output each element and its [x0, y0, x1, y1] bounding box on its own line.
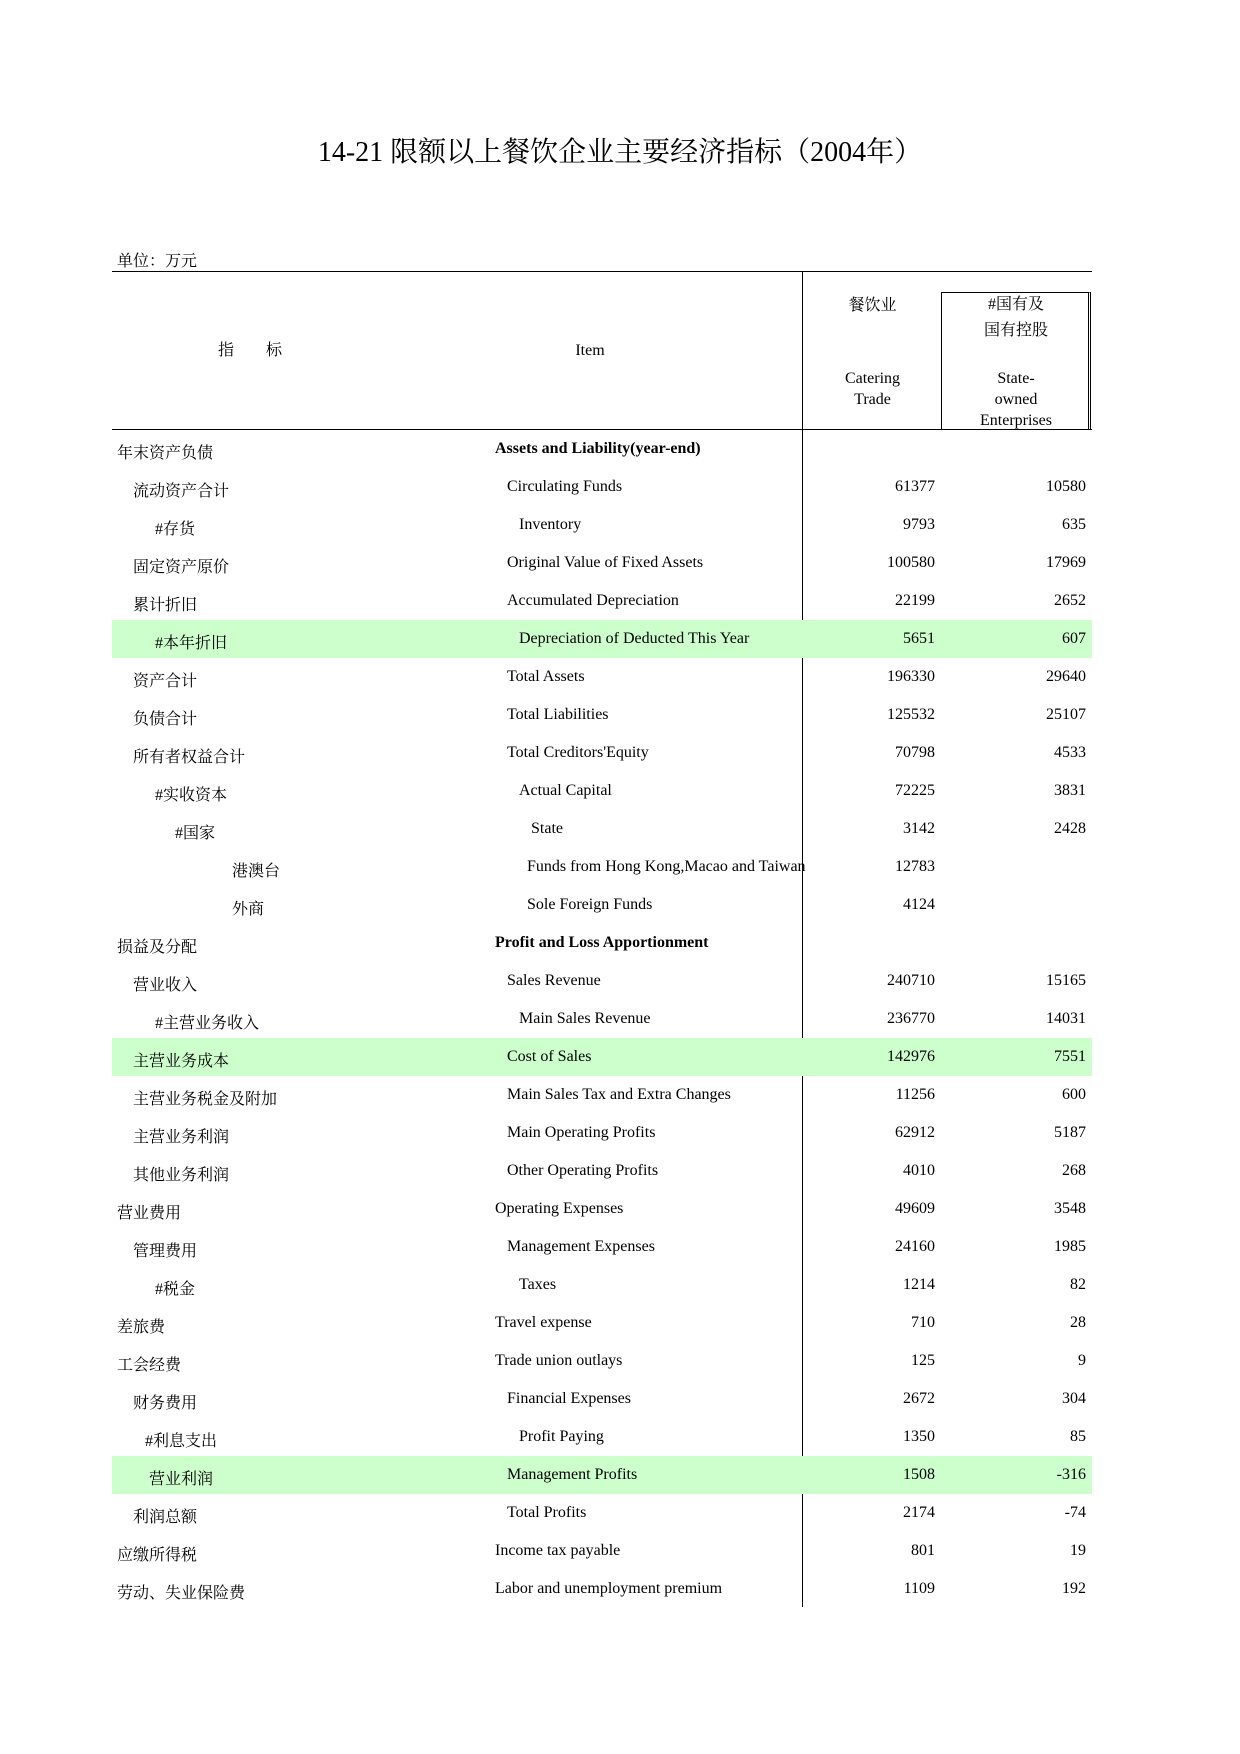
row-label-cn: 所有者权益合计	[133, 749, 246, 766]
row-label-en: Funds from Hong Kong,Macao and Taiwan	[527, 858, 806, 875]
state-owned-value: 29640	[1046, 668, 1086, 685]
catering-trade-value: 22199	[895, 592, 935, 609]
table-row	[112, 1076, 1092, 1114]
state-owned-value: 15165	[1046, 972, 1086, 989]
catering-trade-value: 11256	[895, 1086, 935, 1103]
row-label-cn: 损益及分配	[117, 939, 198, 956]
row-label-cn: #国家	[175, 825, 216, 842]
row-label-cn: 差旅费	[117, 1319, 166, 1336]
catering-trade-value: 4124	[903, 896, 935, 913]
state-owned-value: 3548	[1054, 1200, 1086, 1217]
table-row	[112, 1114, 1092, 1152]
header-indicator-cn: 指 标	[217, 342, 282, 359]
catering-trade-value: 125532	[887, 706, 935, 723]
row-label-cn: #税金	[155, 1281, 196, 1298]
table-row	[112, 810, 1092, 848]
table-row	[112, 1380, 1092, 1418]
row-label-en: Financial Expenses	[507, 1390, 631, 1407]
state-owned-value: 192	[1062, 1580, 1086, 1597]
table-row	[112, 620, 1092, 658]
table-row	[112, 696, 1092, 734]
row-label-en: Other Operating Profits	[507, 1162, 659, 1179]
state-owned-value: 28	[1070, 1314, 1086, 1331]
catering-trade-value: 24160	[895, 1238, 935, 1255]
row-label-en: Cost of Sales	[507, 1048, 592, 1065]
row-label-en: Labor and unemployment premium	[495, 1580, 723, 1597]
table-body	[112, 430, 1092, 1608]
state-owned-value: 635	[1062, 516, 1086, 533]
table-row	[112, 1038, 1092, 1076]
table-row	[112, 430, 1092, 468]
table-row	[112, 544, 1092, 582]
catering-trade-value: 1508	[903, 1466, 935, 1483]
unit-label: 单位：万元	[117, 253, 198, 270]
row-label-cn: 营业收入	[133, 977, 198, 994]
header-col2-cn-2: 国有控股	[983, 322, 1048, 339]
state-owned-value: 2428	[1054, 820, 1086, 837]
catering-trade-value: 12783	[895, 858, 935, 875]
row-label-en: Inventory	[519, 516, 582, 533]
row-label-en: Main Sales Revenue	[519, 1010, 651, 1027]
state-owned-value: 9	[1078, 1352, 1086, 1369]
row-label-en: Taxes	[519, 1276, 557, 1293]
state-owned-value: -316	[1056, 1466, 1086, 1483]
table-row	[112, 1190, 1092, 1228]
catering-trade-value: 236770	[887, 1010, 935, 1027]
table-row	[112, 924, 1092, 962]
row-label-cn: 外商	[232, 901, 265, 918]
state-owned-value: 607	[1062, 630, 1086, 647]
row-label-en: Actual Capital	[519, 782, 612, 799]
row-label-en: Total Liabilities	[507, 706, 609, 723]
catering-trade-value: 240710	[887, 972, 935, 989]
row-label-cn: 主营业务税金及附加	[133, 1091, 278, 1108]
row-label-cn: 营业费用	[117, 1205, 182, 1222]
header-col2-en-1: State-	[997, 370, 1035, 387]
row-label-cn: 管理费用	[133, 1243, 198, 1260]
row-label-cn: 年末资产负债	[117, 445, 214, 462]
state-owned-value: 17969	[1046, 554, 1086, 571]
catering-trade-value: 5651	[903, 630, 935, 647]
row-label-cn: #主营业务收入	[155, 1015, 260, 1032]
table-row	[112, 1228, 1092, 1266]
row-label-en: State	[531, 820, 563, 837]
table-row	[112, 734, 1092, 772]
row-label-en: Management Expenses	[507, 1238, 655, 1255]
state-owned-value: 5187	[1054, 1124, 1086, 1141]
table-row	[112, 1570, 1092, 1608]
catering-trade-value: 4010	[903, 1162, 935, 1179]
row-label-en: Original Value of Fixed Assets	[507, 554, 704, 571]
table-row	[112, 1152, 1092, 1190]
catering-trade-value: 1109	[903, 1580, 935, 1597]
table-row	[112, 886, 1092, 924]
header-item-en: Item	[575, 342, 605, 359]
catering-trade-value: 142976	[887, 1048, 935, 1065]
catering-trade-value: 801	[911, 1542, 935, 1559]
page-title: 14-21 限额以上餐饮企业主要经济指标（2004年）	[317, 137, 923, 168]
header-col2-en-2: owned	[994, 391, 1038, 408]
row-label-en: Travel expense	[495, 1314, 592, 1331]
row-label-cn: 其他业务利润	[133, 1167, 230, 1184]
row-label-en: Sales Revenue	[507, 972, 601, 989]
state-owned-value: -74	[1064, 1504, 1086, 1521]
table-row	[112, 1418, 1092, 1456]
row-label-en: Sole Foreign Funds	[527, 896, 653, 913]
row-label-en: Total Assets	[507, 668, 585, 685]
row-label-cn: 利润总额	[133, 1509, 198, 1526]
state-owned-value: 2652	[1054, 592, 1086, 609]
catering-trade-value: 2174	[903, 1504, 935, 1521]
table-row	[112, 848, 1092, 886]
catering-trade-value: 3142	[903, 820, 935, 837]
header-col2-cn-1: #国有及	[987, 296, 1044, 313]
catering-trade-value: 61377	[895, 478, 935, 495]
row-label-cn: 资产合计	[133, 673, 198, 690]
table-row	[112, 772, 1092, 810]
row-label-cn: 港澳台	[232, 863, 281, 880]
row-label-en: Depreciation of Deducted This Year	[519, 630, 750, 647]
row-label-en: Income tax payable	[495, 1542, 621, 1559]
header-col1-en-2: Trade	[854, 391, 891, 408]
header-col2-en-3: Enterprises	[980, 412, 1052, 429]
row-label-cn: 工会经费	[117, 1357, 182, 1374]
row-label-cn: 主营业务成本	[133, 1053, 230, 1070]
row-label-en: Total Profits	[507, 1504, 587, 1521]
catering-trade-value: 125	[911, 1352, 935, 1369]
state-owned-value: 25107	[1046, 706, 1086, 723]
row-label-en: Profit Paying	[519, 1428, 604, 1445]
catering-trade-value: 9793	[903, 516, 935, 533]
header-col1-cn: 餐饮业	[848, 297, 897, 314]
row-label-cn: #本年折旧	[155, 635, 228, 652]
state-owned-value: 3831	[1054, 782, 1086, 799]
catering-trade-value: 710	[911, 1314, 935, 1331]
table-row	[112, 468, 1092, 506]
row-label-en: Management Profits	[507, 1466, 638, 1483]
row-label-cn: 劳动、失业保险费	[117, 1585, 246, 1602]
table-row	[112, 1532, 1092, 1570]
row-label-cn: 营业利润	[149, 1471, 214, 1488]
row-label-en: Trade union outlays	[495, 1352, 623, 1369]
row-label-en: Assets and Liability(year-end)	[495, 440, 701, 457]
table-row	[112, 1342, 1092, 1380]
catering-trade-value: 100580	[887, 554, 935, 571]
state-owned-value: 600	[1062, 1086, 1086, 1103]
table-row	[112, 582, 1092, 620]
catering-trade-value: 72225	[895, 782, 935, 799]
catering-trade-value: 49609	[895, 1200, 935, 1217]
table-row	[112, 1000, 1092, 1038]
row-label-en: Accumulated Depreciation	[507, 592, 679, 609]
catering-trade-value: 1214	[903, 1276, 935, 1293]
state-owned-value: 85	[1070, 1428, 1086, 1445]
row-label-en: Profit and Loss Apportionment	[495, 934, 709, 951]
row-label-cn: 流动资产合计	[133, 483, 230, 500]
row-label-cn: 负债合计	[133, 711, 198, 728]
row-label-cn: #存货	[155, 521, 196, 538]
state-owned-value: 10580	[1046, 478, 1086, 495]
catering-trade-value: 1350	[903, 1428, 935, 1445]
row-label-cn: #实收资本	[155, 787, 228, 804]
row-label-en: Main Sales Tax and Extra Changes	[507, 1086, 731, 1103]
state-owned-value: 304	[1062, 1390, 1086, 1407]
state-owned-value: 7551	[1054, 1048, 1086, 1065]
row-label-en: Operating Expenses	[495, 1200, 624, 1217]
row-label-en: Circulating Funds	[507, 478, 623, 495]
row-label-cn: 累计折旧	[133, 597, 198, 614]
table-top-rule	[112, 271, 1092, 272]
catering-trade-value: 196330	[887, 668, 935, 685]
table-row	[112, 1456, 1092, 1494]
row-label-en: Total Creditors'Equity	[507, 744, 649, 761]
row-label-cn: 主营业务利润	[133, 1129, 230, 1146]
row-label-cn: #利息支出	[145, 1433, 218, 1450]
state-owned-value: 14031	[1046, 1010, 1086, 1027]
row-label-en: Main Operating Profits	[507, 1124, 656, 1141]
table-row	[112, 1304, 1092, 1342]
table-row	[112, 658, 1092, 696]
table-row	[112, 962, 1092, 1000]
row-label-cn: 固定资产原价	[133, 559, 230, 576]
row-label-cn: 财务费用	[133, 1395, 198, 1412]
catering-trade-value: 62912	[895, 1124, 935, 1141]
header-col1-en-1: Catering	[844, 370, 901, 387]
table-row	[112, 1494, 1092, 1532]
catering-trade-value: 70798	[895, 744, 935, 761]
state-owned-value: 4533	[1054, 744, 1086, 761]
state-owned-value: 19	[1070, 1542, 1086, 1559]
table-row	[112, 1266, 1092, 1304]
state-owned-value: 268	[1062, 1162, 1086, 1179]
table-row	[112, 506, 1092, 544]
row-label-cn: 应缴所得税	[117, 1547, 198, 1564]
state-owned-value: 1985	[1054, 1238, 1086, 1255]
state-owned-value: 82	[1070, 1276, 1086, 1293]
catering-trade-value: 2672	[903, 1390, 935, 1407]
